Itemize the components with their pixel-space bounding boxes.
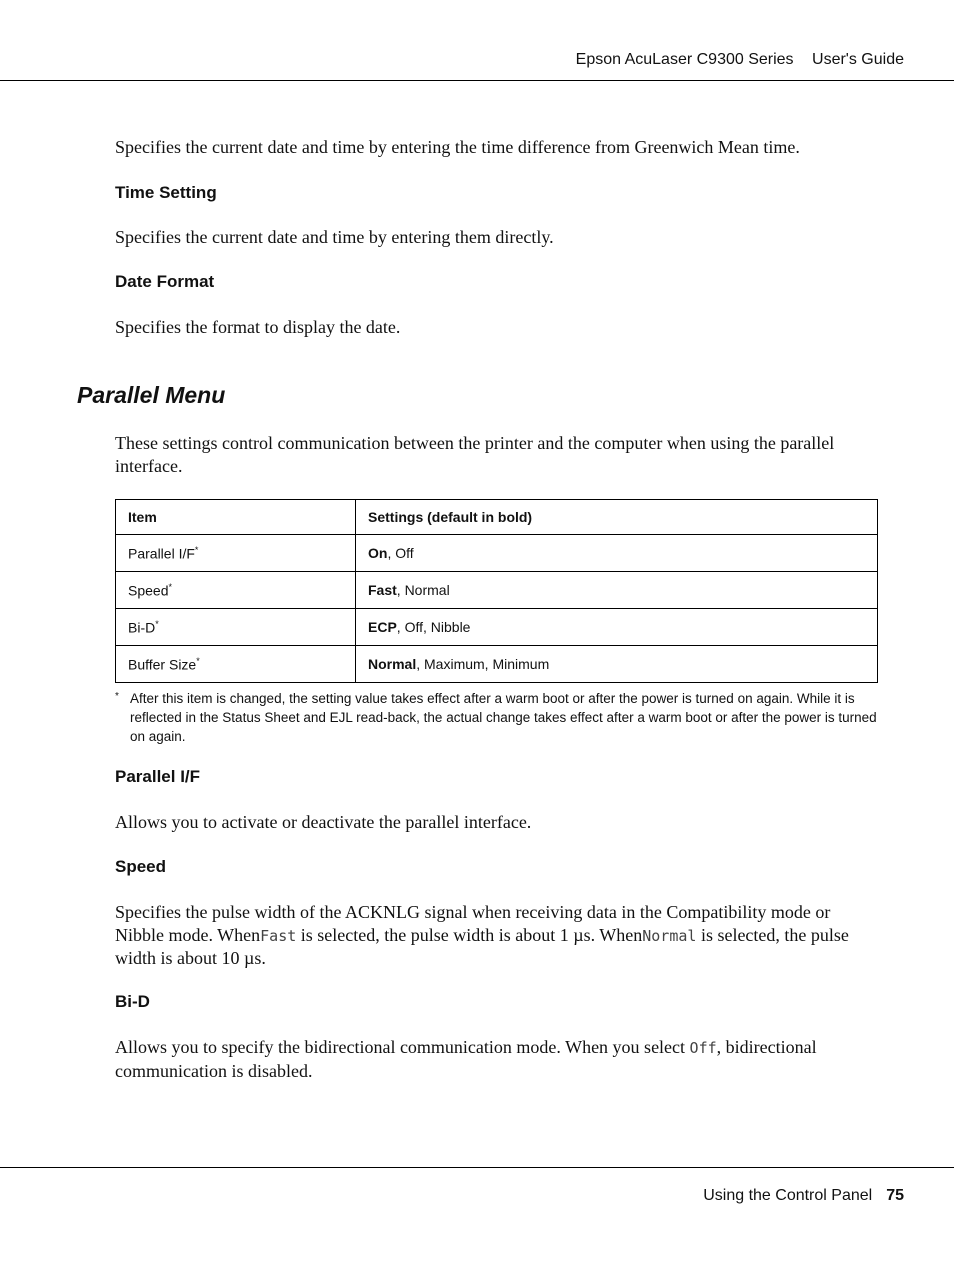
header-settings: Settings (default in bold) xyxy=(356,500,878,535)
row-default: Fast xyxy=(368,582,397,598)
row-settings-cell xyxy=(356,609,878,646)
table-row xyxy=(116,609,878,646)
settings-table xyxy=(115,499,878,683)
footnote-text: After this item is changed, the setting value takes effect after a warm boot or after the power is turned on again. While it is reflected in the Status Sheet and EJL read-back, the actual change takes effect after a warm boot or after the power is turned on again. xyxy=(130,691,877,744)
speed-heading: Speed xyxy=(115,857,167,876)
bid-text xyxy=(115,1036,880,1082)
row-default: On xyxy=(368,545,388,561)
footer-rule xyxy=(0,1167,954,1168)
time-setting-text: Specifies the current date and time by entering them directly. xyxy=(115,227,554,247)
speed-code-fast: Fast xyxy=(260,926,297,945)
row-options: , Off xyxy=(387,545,414,561)
header-item: Item xyxy=(116,500,356,535)
table-row xyxy=(116,572,878,609)
row-settings-cell xyxy=(356,646,878,683)
speed-text-c: is selected, the pulse width is about 10 µs. xyxy=(115,924,849,968)
table-footnote xyxy=(115,689,880,746)
row-item-cell xyxy=(116,609,356,646)
page-header xyxy=(562,51,904,69)
parallel-if-heading: Parallel I/F xyxy=(115,767,201,786)
row-item: Bi-D xyxy=(128,619,156,636)
footer-section: Using the Control Panel xyxy=(703,1187,873,1204)
page-footer xyxy=(703,1187,904,1205)
date-format-text: Specifies the format to display the date. xyxy=(115,317,401,337)
parallel-menu-heading: Parallel Menu xyxy=(77,382,226,408)
footnote-star: * xyxy=(168,581,172,592)
row-item-cell xyxy=(116,535,356,572)
row-default: Normal xyxy=(368,656,417,672)
parallel-if-text: Allows you to activate or deactivate the parallel interface. xyxy=(115,812,532,832)
row-options: , Off, Nibble xyxy=(396,619,471,635)
row-item-cell xyxy=(116,646,356,683)
row-options: , Maximum, Minimum xyxy=(416,656,550,672)
footnote-star: * xyxy=(194,544,199,555)
speed-text xyxy=(115,901,880,970)
header-guide: User's Guide xyxy=(812,51,904,68)
header-rule xyxy=(0,80,954,81)
table-header-row xyxy=(116,500,878,535)
speed-text-a: Specifies the pulse width of the ACKNLG signal when receiving data in the Compatibility mode or Nibble mode. When xyxy=(115,902,831,945)
footnote-star: * xyxy=(155,618,159,629)
top-paragraph: Specifies the current date and time by entering the time difference from Greenwich Mean time. xyxy=(115,137,800,157)
speed-text-b: is selected, the pulse width is about 1 µs. When xyxy=(296,924,643,945)
bid-text-b: , bidirectional communication is disabled. xyxy=(115,1037,817,1081)
page-number: 75 xyxy=(886,1187,904,1204)
bid-code-off: Off xyxy=(689,1039,717,1057)
footnote-mark: * xyxy=(115,691,119,702)
row-item: Parallel I/F xyxy=(128,545,195,562)
row-item: Speed xyxy=(128,582,169,599)
row-item: Buffer Size xyxy=(128,656,197,673)
row-settings-cell xyxy=(356,535,878,572)
date-format-heading: Date Format xyxy=(115,272,215,291)
row-item-cell xyxy=(116,572,356,609)
parallel-menu-intro: These settings control communication between the printer and the computer when using the parallel interface. xyxy=(115,433,835,476)
table-row xyxy=(116,646,878,683)
table-row xyxy=(116,535,878,572)
row-settings-cell xyxy=(356,572,878,609)
time-setting-heading: Time Setting xyxy=(115,183,217,202)
speed-code-normal: Normal xyxy=(642,926,697,945)
footnote-star: * xyxy=(196,655,200,666)
row-default: ECP xyxy=(368,619,397,635)
bid-text-a: Allows you to specify the bidirectional communication mode. When you select xyxy=(115,1037,690,1057)
header-product: Epson AcuLaser C9300 Series xyxy=(575,51,794,68)
row-options: , Normal xyxy=(396,582,450,598)
bid-heading: Bi-D xyxy=(115,992,150,1011)
